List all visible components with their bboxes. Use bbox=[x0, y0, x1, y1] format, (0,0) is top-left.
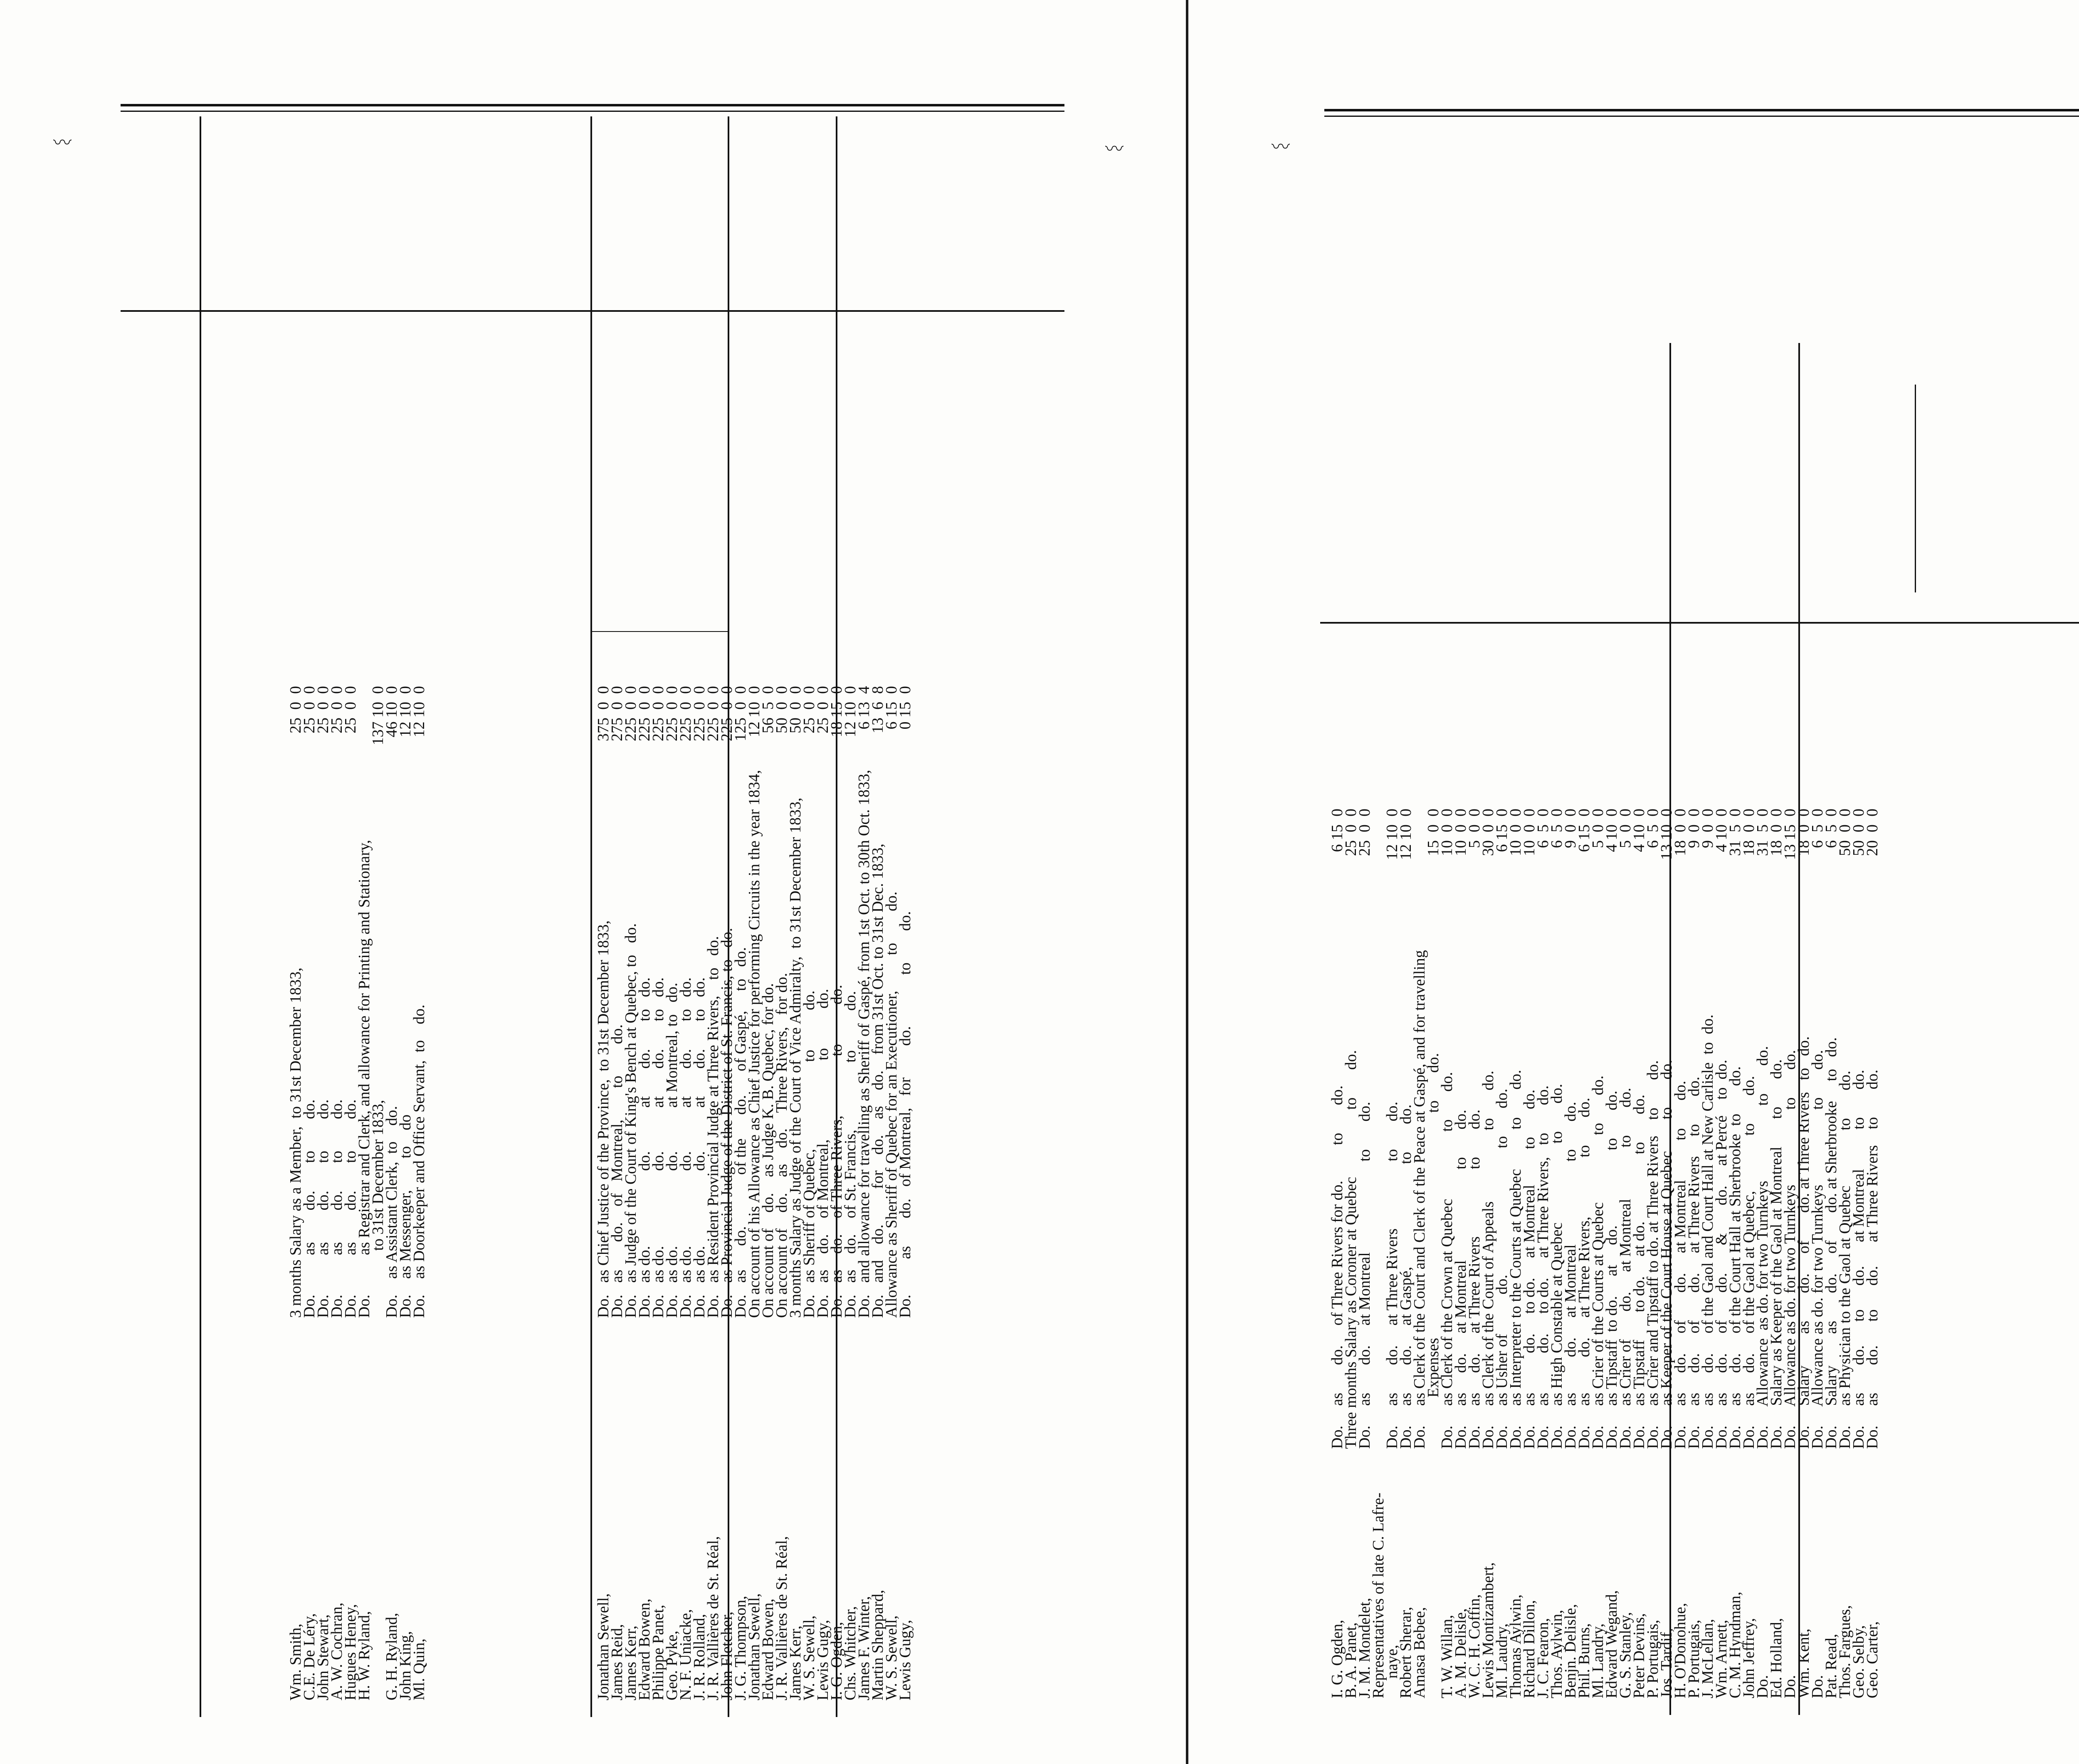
head-rule bbox=[121, 310, 1064, 312]
table-row-amount: 225 0 0 bbox=[649, 686, 667, 741]
table-row-amount: 25 0 0 bbox=[342, 686, 359, 733]
r-col-rule-service bbox=[1669, 343, 1671, 1715]
table-row-service: Do. as do. do. at do. to do. bbox=[649, 977, 667, 1318]
table-row-service: Do. as do. to do. bbox=[301, 1099, 318, 1318]
table-row-name: Do. bbox=[1754, 1675, 1771, 1698]
table-row-amount: 50 0 0 bbox=[1836, 809, 1854, 856]
table-row-amount: 6 15 0 bbox=[1493, 809, 1511, 852]
table-row-amount: 25 0 0 bbox=[328, 686, 346, 733]
table-row-name: C. M. Hyndman, bbox=[1726, 1591, 1744, 1698]
table-row-amount: 25 0 0 bbox=[800, 686, 818, 733]
table-row-name: John Fletcher, bbox=[718, 1611, 736, 1700]
margin-note-left-inner: 〰 bbox=[1105, 139, 1123, 159]
table-row-name: A. W. Cochran, bbox=[328, 1602, 346, 1700]
table-row-name: Ml. Landry, bbox=[1589, 1623, 1607, 1698]
table-row-name: C.E. De Léry, bbox=[301, 1613, 318, 1700]
table-row-name: J. G. Thompson, bbox=[732, 1596, 749, 1700]
table-row-service: Do. as do. to do. at Three Rivers, to do. bbox=[1534, 1085, 1552, 1449]
table-row-amount: 31 5 0 bbox=[1726, 809, 1744, 856]
table-row-amount: 31 5 0 bbox=[1754, 809, 1771, 856]
table-row-name: P. Portugais, bbox=[1644, 1620, 1662, 1698]
table-row-amount: 18 0 0 bbox=[1768, 809, 1785, 856]
table-row-name: Chs. Whitcher, bbox=[842, 1606, 859, 1700]
table-row-service: Do. as do. of Montreal, to do. bbox=[814, 989, 832, 1318]
table-row-name: H. O'Donohue, bbox=[1672, 1603, 1689, 1698]
table-row-amount: 137 10 0 bbox=[369, 686, 387, 745]
table-row-amount: 125 0 0 bbox=[732, 686, 749, 741]
table-row-service: Do. as Crier of do. at Montreal to do. bbox=[1617, 1088, 1634, 1449]
table-row-name: Lewis Montizambert, bbox=[1479, 1562, 1497, 1698]
table-row-service: Do. as Tipstaff to do. at do. to do. bbox=[1630, 1094, 1648, 1449]
table-row-amount: 12 10 0 bbox=[1397, 809, 1415, 860]
table-row-name: H. W. Ryland, bbox=[356, 1611, 373, 1700]
subtotal-rule bbox=[590, 631, 728, 632]
table-row-amount: 6 15 0 bbox=[1575, 809, 1593, 852]
table-row-service: Do. Salary as Keeper of the Gaol at Montreal to do. bbox=[1768, 1059, 1785, 1449]
table-row-amount: 6 13 4 bbox=[855, 686, 873, 730]
table-row-service: Do. as do. at Three Rivers to do. bbox=[1466, 1109, 1483, 1449]
table-row-amount: 12 10 0 bbox=[397, 686, 414, 738]
table-row-service: Do. as do. of do. at Montreal to do. bbox=[1672, 1081, 1689, 1449]
table-row-name: Pat. Read, bbox=[1822, 1633, 1840, 1698]
table-row-name: Representatives of late C. Lafre- bbox=[1370, 1493, 1387, 1698]
table-row-service: Do. as Doorkeeper and Office Servant, to do. bbox=[410, 1004, 428, 1318]
table-row-service: Do. as do. of do. at Three Rivers to do. bbox=[1685, 1076, 1703, 1449]
table-row-amount: 225 0 0 bbox=[704, 686, 722, 741]
table-row-service: Do. as do. at Montreal to do. bbox=[1356, 1102, 1373, 1449]
table-row-amount: 20 0 0 bbox=[1864, 809, 1881, 856]
table-row-service: Do. Salary as do. of do. at Three Rivers to do. bbox=[1795, 1036, 1812, 1449]
table-row-service: On account of do. as do. Three Rivers, for do. bbox=[773, 973, 790, 1318]
table-row-name: W. C. H. Coffin, bbox=[1466, 1594, 1483, 1698]
table-row-name: Lewis Gugy, bbox=[896, 1620, 914, 1700]
table-row-service: Do. as Tipstaff to do. at do. to do. bbox=[1603, 1090, 1620, 1449]
table-row-amount: 25 0 0 bbox=[301, 686, 318, 733]
right-rotated-table bbox=[1320, 343, 2079, 1715]
table-row-amount: 56 5 0 bbox=[759, 686, 777, 733]
table-row-amount: 225 0 0 bbox=[622, 686, 640, 741]
table-row-amount: 4 10 0 bbox=[1713, 809, 1730, 852]
table-row-name: Benjn. Delisle, bbox=[1562, 1604, 1579, 1698]
table-row-name: J. R. Vallières de St. Réal, bbox=[704, 1536, 722, 1700]
table-row-service: Expenses to do. bbox=[1425, 1053, 1442, 1449]
table-row-service: Do. as do. of St. Francis, to do. bbox=[842, 991, 859, 1318]
table-row-name: G. S. Stanley, bbox=[1617, 1612, 1634, 1698]
table-row-name: Phil. Burns, bbox=[1575, 1623, 1593, 1698]
table-row-name: Ml. Quin, bbox=[410, 1638, 428, 1700]
table-row-service: Do. as do. do. at do. to do. bbox=[636, 977, 653, 1318]
table-row-amount: 5 0 0 bbox=[1466, 809, 1483, 848]
table-row-name: I. G. Ogden, bbox=[1328, 1620, 1346, 1698]
table-row-amount: 25 0 0 bbox=[814, 686, 832, 733]
r-total-rule bbox=[1915, 385, 1916, 592]
table-row-service: Do. as do. to do. at Montreal to do. bbox=[1521, 1089, 1538, 1449]
table-row-name: Ml. Laudry, bbox=[1493, 1623, 1511, 1698]
table-row-amount: 25 0 0 bbox=[287, 686, 304, 733]
header-rule-bottom bbox=[121, 111, 1064, 112]
table-row-service: Do. as do. at Montreal to do. bbox=[1452, 1110, 1469, 1449]
table-row-name: W. S. Sewell, bbox=[800, 1615, 818, 1700]
table-row-amount: 275 0 0 bbox=[608, 686, 626, 741]
table-row-service: Do. as do. of the do. of Gaspé, to do. bbox=[732, 947, 749, 1318]
header-rule-bottom-right bbox=[1324, 116, 2079, 117]
table-row-name: N. F. Uniacke, bbox=[677, 1609, 694, 1700]
col-rule-sterling bbox=[728, 116, 729, 1717]
table-row-amount: 25 0 0 bbox=[314, 686, 332, 733]
table-row-service: On account of do. as Judge K. B. Quebec, for do. bbox=[759, 983, 777, 1318]
table-row-service: Do. as Sheriff of Quebec, to do. bbox=[800, 990, 818, 1318]
table-row-amount: 6 5 0 bbox=[1644, 809, 1662, 848]
table-row-service: Do. as do. to do. at Montreal to do. bbox=[1850, 1070, 1867, 1449]
table-row-amount: 10 0 0 bbox=[1452, 809, 1469, 856]
table-row-service: Do. as Judge of the Court of King's Bench at Quebec, to do. bbox=[622, 923, 640, 1318]
table-row-amount: 30 0 0 bbox=[1479, 809, 1497, 856]
table-row-name: T. W. Willan, bbox=[1438, 1615, 1456, 1698]
table-row-service: Allowance as Sheriff of Quebec for an Executioner, to do. bbox=[883, 891, 900, 1318]
table-row-amount: 12 10 0 bbox=[842, 686, 859, 738]
table-row-amount: 6 5 0 bbox=[1548, 809, 1565, 848]
table-row-service: Do. as do. of Montreal, for do. to do. bbox=[896, 911, 914, 1318]
table-row-service: Do. as do. of Montreal, to do. bbox=[608, 1024, 626, 1318]
table-row-amount: 9 0 0 bbox=[1685, 809, 1703, 848]
table-row-amount: 4 10 0 bbox=[1603, 809, 1620, 852]
table-row-name: James Reid, bbox=[608, 1624, 626, 1700]
table-row-name: J. R. Rolland, bbox=[691, 1614, 708, 1700]
table-row-amount: 10 0 0 bbox=[1438, 809, 1456, 856]
table-row-amount: 10 0 0 bbox=[1521, 809, 1538, 856]
table-row-service: Do. as do. to do. bbox=[328, 1099, 346, 1318]
table-row-name: G. H. Ryland, bbox=[383, 1613, 400, 1700]
table-row-amount: 10 0 0 bbox=[1507, 809, 1524, 856]
table-row-name: Thos. Aylwin, bbox=[1548, 1610, 1565, 1698]
table-row-service: Do. as Messenger, to do bbox=[397, 1114, 414, 1318]
table-row-service: Do. Allowance as do. for two Turnkeys to do. bbox=[1781, 1050, 1799, 1449]
table-row-service: Do. as do. of Three Rivers for do. to do. bbox=[1328, 1085, 1346, 1449]
table-row-service: Do. and allowance for travelling as Sheriff of Gaspé, from 1st Oct. to 30th Oct. 1833, bbox=[855, 770, 873, 1318]
table-row-amount: 6 15 0 bbox=[1328, 809, 1346, 852]
table-row-service: 3 months Salary as a Member, to 31st December 1833, bbox=[287, 967, 304, 1318]
table-row-name: Jos. Tardif, bbox=[1658, 1628, 1675, 1698]
table-row-service: Do. as do. at Montreal to do. bbox=[1562, 1102, 1579, 1449]
table-row-name: James Kerr, bbox=[622, 1626, 640, 1700]
table-row-name: Martin Sheppard, bbox=[869, 1590, 886, 1700]
table-row-amount: 0 15 0 bbox=[896, 686, 914, 730]
table-row-amount: 18 0 0 bbox=[1740, 809, 1758, 856]
table-row-service: Do. Salary as do. of do. at Sherbrooke to do. bbox=[1822, 1037, 1840, 1449]
table-row-service: Do. Allowance as do. for two Turnkeys to do. bbox=[1809, 1050, 1826, 1449]
table-row-service: Three months Salary as Coroner at Quebec to do. bbox=[1342, 1050, 1360, 1449]
table-row-amount: 9 0 0 bbox=[1699, 809, 1716, 848]
right-page bbox=[1187, 0, 2079, 1764]
table-row-amount: 15 0 0 bbox=[1425, 809, 1442, 856]
table-row-service: Do. as do. of the Gaol and Court Hall at New Carlisle to do. bbox=[1699, 1014, 1716, 1449]
table-row-name: Jonathan Sewell, bbox=[595, 1593, 612, 1700]
table-row-service: Do. as do. of Three Rivers, to do. bbox=[828, 984, 845, 1318]
table-row-service: Do. as do. do. at do. to do. bbox=[691, 977, 708, 1318]
table-row-name: Edward Wegand, bbox=[1603, 1590, 1620, 1698]
table-row-name: I. G. Ogden, bbox=[828, 1622, 845, 1700]
table-row-name: Edward Bowen, bbox=[759, 1599, 777, 1700]
table-row-amount: 5 0 0 bbox=[1617, 809, 1634, 848]
table-row-name: James Kerr, bbox=[787, 1626, 804, 1700]
table-row-service: Do. as Assistant Clerk, to do. bbox=[383, 1106, 400, 1318]
table-row-amount: 225 0 0 bbox=[691, 686, 708, 741]
table-row-name: John King, bbox=[397, 1631, 414, 1700]
table-row-name: Wm. Arnett, bbox=[1713, 1620, 1730, 1698]
table-row-amount: 5 0 0 bbox=[1589, 809, 1607, 848]
table-row-service: Do. Allowance as do. for two Turnkeys to do. bbox=[1754, 1046, 1771, 1449]
table-row-amount: 18 0 0 bbox=[1672, 809, 1689, 856]
left-rotated-table bbox=[121, 116, 1064, 1717]
table-row-name: Geo. Selby, bbox=[1850, 1625, 1867, 1698]
table-row-amount: 13 6 8 bbox=[869, 686, 886, 733]
table-row-name: James F. Winter, bbox=[855, 1596, 873, 1700]
table-row-amount: 6 15 0 bbox=[883, 686, 900, 730]
table-row-name: Wm. Kent, bbox=[1795, 1628, 1812, 1698]
table-row-name: P. Portugais, bbox=[1685, 1620, 1703, 1698]
table-row-service: Do. as Chief Justice of the Province, to 31st December 1833, bbox=[595, 920, 612, 1318]
table-row-amount: 13 15 0 bbox=[1781, 809, 1799, 860]
table-row-name: naye, bbox=[1383, 1645, 1401, 1698]
table-row-service: Do. as Clerk of the Court of Appeals to do. bbox=[1479, 1071, 1497, 1449]
table-row-name: Geo. Carter, bbox=[1864, 1621, 1881, 1698]
table-row-service: Do. as do. to do. bbox=[314, 1099, 332, 1318]
table-row-amount: 18 15 0 bbox=[828, 686, 845, 738]
table-row-service: Do. as Crier and Tipstaff to do. at Three Rivers to do. bbox=[1644, 1060, 1662, 1449]
col-rule-sterling-total bbox=[836, 116, 837, 1717]
table-row-name: J. C. Fearon, bbox=[1534, 1618, 1552, 1698]
table-row-service: Do. as do. at Three Rivers to do. bbox=[1383, 1101, 1401, 1449]
col-rule-service bbox=[590, 116, 592, 1717]
header-rule-top bbox=[121, 104, 1064, 106]
table-row-amount: 12 10 0 bbox=[410, 686, 428, 738]
table-row-name: Jonathan Sewell, bbox=[746, 1593, 763, 1700]
table-row-service: Do. as do. of do. & do. at Percé to do. bbox=[1713, 1059, 1730, 1449]
table-row-name: A. M. Delisle, bbox=[1452, 1608, 1469, 1698]
table-row-service: Do. and do. for do. as do. from 31st Oct. to 31st Dec. 1833, bbox=[869, 844, 886, 1318]
table-row-amount: 50 0 0 bbox=[1850, 809, 1867, 856]
table-row-name: Thomas Aylwin, bbox=[1507, 1594, 1524, 1698]
table-row-service: Do. as Clerk of the Crown at Quebec to do. bbox=[1438, 1072, 1456, 1449]
table-row-service: 3 months Salary as Judge of the Court of Vice Admiralty, to 31st December 1833, bbox=[787, 797, 804, 1318]
margin-note-left-outer: 〰 bbox=[53, 133, 72, 153]
table-row-name: J. McLellan, bbox=[1699, 1618, 1716, 1698]
table-row-amount: 50 0 0 bbox=[773, 686, 790, 733]
table-row-service: Do. as do. to do. at Three Rivers to do. bbox=[1864, 1069, 1881, 1449]
table-row-service: Do. as Interpreter to the Courts at Quebec to do. bbox=[1507, 1070, 1524, 1449]
table-row-service: Do. as do. to do. bbox=[342, 1099, 359, 1318]
table-row-amount: 225 0 0 bbox=[663, 686, 681, 741]
table-row-name: Edward Bowen, bbox=[636, 1599, 653, 1700]
table-row-amount: 375 0 0 bbox=[595, 686, 612, 741]
table-row-name: Robert Sherar, bbox=[1397, 1606, 1415, 1698]
table-row-amount: 25 0 0 bbox=[1342, 809, 1360, 856]
table-row-amount: 9 0 0 bbox=[1562, 809, 1579, 848]
table-row-name: Hugues Heney, bbox=[342, 1604, 359, 1700]
table-row-amount: 12 10 0 bbox=[746, 686, 763, 738]
table-row-amount: 50 0 0 bbox=[787, 686, 804, 733]
table-row-amount: 12 10 0 bbox=[1383, 809, 1401, 860]
table-row-name: Ed. Holland, bbox=[1768, 1618, 1785, 1698]
table-row-service: Do. as do. do. at do. to do. bbox=[677, 977, 694, 1318]
table-row-amount: 225 0 0 bbox=[718, 686, 736, 741]
table-row-name: Geo. Pyke, bbox=[663, 1631, 681, 1700]
r-col-rule-sterling bbox=[1798, 343, 1800, 1715]
table-row-service: Do. as do. do. at Montreal, to do. bbox=[663, 982, 681, 1318]
table-row-service: Do. as Registrar and Clerk, and allowance for Printing and Stationary, bbox=[356, 840, 373, 1318]
table-row-name: W. S. Sewell, bbox=[883, 1615, 900, 1700]
table-row-amount: 4 10 0 bbox=[1630, 809, 1648, 852]
table-row-service: Do. as Physician to the Gaol at Quebec to do. bbox=[1836, 1071, 1854, 1449]
table-row-service: Do. as High Constable at Quebec to do. bbox=[1548, 1083, 1565, 1449]
table-row-name: Wm. Smith, bbox=[287, 1623, 304, 1700]
table-row-service: Do. as Resident Provincial Judge at Three Rivers, to do. bbox=[704, 936, 722, 1318]
table-row-name: B. A. Panet, bbox=[1342, 1622, 1360, 1698]
r-head-rule bbox=[1320, 622, 2079, 624]
table-row-name: John Stewart, bbox=[314, 1614, 332, 1700]
table-row-service: Do. as do. of the Gaol at Quebec, to do. bbox=[1740, 1076, 1758, 1449]
table-row-service: Do. as do. at Three Rivers, to do. bbox=[1575, 1098, 1593, 1449]
table-row-amount: 13 10 0 bbox=[1658, 809, 1675, 860]
table-row-name: Do. bbox=[1809, 1675, 1826, 1698]
table-row-service: On account of his Allowance as Chief Justice for performing Circuits in the year 1834, bbox=[746, 770, 763, 1318]
table-row-service: to 31st December 1833, bbox=[369, 1100, 387, 1318]
table-row-service: Do. as Usher of do. to do. bbox=[1493, 1088, 1511, 1449]
table-row-amount: 25 0 0 bbox=[1356, 809, 1373, 856]
table-row-name: Peter Devins, bbox=[1630, 1613, 1648, 1698]
table-row-amount: 6 5 0 bbox=[1822, 809, 1840, 848]
table-row-name: Do. bbox=[1781, 1675, 1799, 1698]
table-row-name: John Jeffrey, bbox=[1740, 1618, 1758, 1698]
table-row-amount: 18 0 0 bbox=[1795, 809, 1812, 856]
table-row-amount: 46 10 0 bbox=[383, 686, 400, 738]
table-row-amount: 225 0 0 bbox=[677, 686, 694, 741]
table-row-service: Do. as do. of the Court Hall at Sherbrooke to do. bbox=[1726, 1066, 1744, 1449]
table-row-amount: 225 0 0 bbox=[636, 686, 653, 741]
margin-note-right-inner: 〰 bbox=[1272, 137, 1290, 157]
table-row-name: Lewis Gugy, bbox=[814, 1620, 832, 1700]
header-rule-top-right bbox=[1324, 109, 2079, 111]
table-row-service: Do. as Keeper of the Court House at Quebec to do. bbox=[1658, 1059, 1675, 1449]
table-row-service: Do. as Crier of the Courts at Quebec to do. bbox=[1589, 1075, 1607, 1449]
table-row-amount: 6 5 0 bbox=[1534, 809, 1552, 848]
table-row-service: Do. as do. at Gaspé, to do. bbox=[1397, 1104, 1415, 1449]
table-row-name: J. R. Vallières de St. Réal, bbox=[773, 1536, 790, 1700]
table-row-name: Philippe Panet, bbox=[649, 1604, 667, 1700]
table-row-name: J. M. Mondelet, bbox=[1356, 1598, 1373, 1698]
table-row-amount: 6 5 0 bbox=[1809, 809, 1826, 848]
table-row-name: Richard Dillon, bbox=[1521, 1600, 1538, 1698]
table-row-service: Do. as Clerk of the Court and Clerk of the Peace at Gaspé, and for travelling bbox=[1411, 950, 1428, 1449]
table-row-service: Do. as Provincial Judge of the District of St. Francis, to do. bbox=[718, 928, 736, 1318]
table-row-name: Thos. Fargues, bbox=[1836, 1605, 1854, 1698]
table-row-name: Amasa Bebee, bbox=[1411, 1607, 1428, 1698]
col-rule-names bbox=[200, 116, 201, 1717]
